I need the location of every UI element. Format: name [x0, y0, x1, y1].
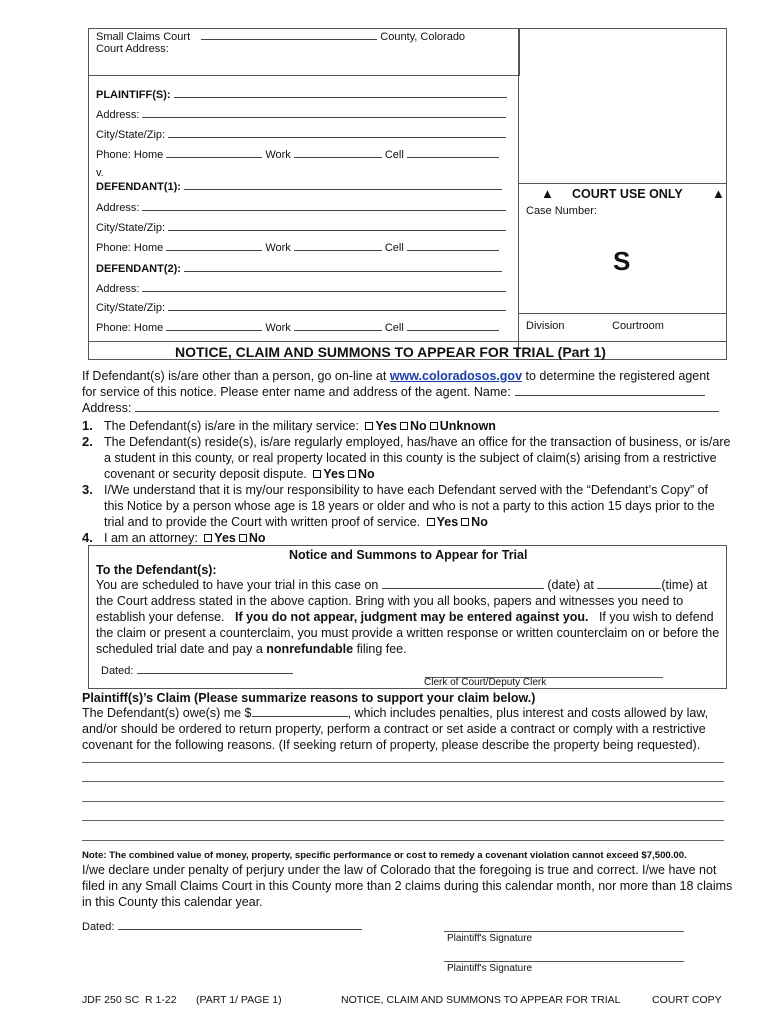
summons-line-4: the claim or present a counterclaim, you must provide a written response or written counterclaim on or before the	[96, 626, 720, 640]
case-number-rule	[518, 313, 726, 314]
item-number: 3.	[82, 482, 93, 497]
plaintiff-home-phone-field[interactable]	[166, 148, 262, 158]
court-label: Small Claims Court County, Colorado	[96, 31, 466, 43]
checkbox-icon[interactable]	[400, 422, 408, 430]
claim-reason-line[interactable]	[82, 762, 724, 763]
defendant2-address-field[interactable]	[142, 282, 506, 292]
defendant2-city-label: City/State/Zip:	[96, 301, 506, 314]
claim-line-1: The Defendant(s) owe(s) me $ , which includes penalties, plus interest and costs allowed by law,	[82, 706, 709, 720]
checkbox-icon[interactable]	[239, 534, 247, 542]
agent-name-field[interactable]	[515, 386, 705, 396]
trial-time-field[interactable]	[597, 579, 661, 589]
checkbox-icon[interactable]	[430, 422, 438, 430]
plaintiff-signature-line[interactable]	[444, 961, 684, 962]
item-number: 4.	[82, 530, 93, 545]
checkbox-icon[interactable]	[427, 518, 435, 526]
county-field[interactable]	[201, 30, 377, 40]
claim-reason-line[interactable]	[82, 781, 724, 782]
agent-line-2: for service of this notice. Please enter name and address of the agent. Name:	[82, 384, 705, 400]
declaration-line-1: I/we declare under penalty of perjury under the law of Colorado that the foregoing is true and correct. I/we have not	[82, 863, 717, 877]
defendant1-work-phone-field[interactable]	[294, 241, 382, 251]
agent-address-field[interactable]	[135, 402, 719, 412]
case-number-letter: S	[613, 246, 631, 276]
versus-label: v.	[96, 167, 104, 179]
page-title: NOTICE, CLAIM AND SUMMONS TO APPEAR FOR TRIAL (Part 1)	[175, 344, 606, 360]
defendant1-phone-row: Phone: Home Work Cell	[96, 241, 499, 254]
summons-line-3: establish your defense. If you do not appear, judgment may be entered against you. If you wish to defend	[96, 610, 714, 624]
plaintiff-name-field[interactable]	[174, 88, 507, 98]
defendant1-city-field[interactable]	[168, 221, 506, 231]
item-3: I/We understand that it is my/our responsibility to have each Defendant served with the “Defendant’s Copy” of this Notice by a person whose age is 18 years or older and who is not a party to this action 15 days prior to the trial and to provide the Court with written proof of service. Yes No	[104, 483, 715, 529]
footer-copy: COURT COPY	[652, 994, 722, 1006]
claim-reason-line[interactable]	[82, 840, 724, 841]
footer-title: NOTICE, CLAIM AND SUMMONS TO APPEAR FOR TRIAL	[341, 994, 621, 1006]
defendant2-name-field[interactable]	[184, 262, 502, 272]
claim-line-3: covenant for the following reasons. (If seeking return of property, please describe the property being requested).	[82, 738, 701, 752]
case-number-label: Case Number:	[526, 205, 597, 217]
to-defendants-label: To the Defendant(s):	[96, 563, 217, 577]
defendant2-cell-phone-field[interactable]	[407, 321, 499, 331]
item-2: The Defendant(s) reside(s), is/are regularly employed, has/have an office for the transaction of business, or is/are a student in this county, or real property located in this county is the subject of claim(s) arising from a restrictive covenant or security deposit dispute. Yes No	[104, 435, 731, 481]
plaintiff-city-field[interactable]	[168, 128, 506, 138]
agent-line-1: If Defendant(s) is/are other than a person, go on-line at www.coloradosos.gov to determine the registered agent	[82, 369, 710, 383]
value-note: Note: The combined value of money, property, specific performance or cost to remedy a covenant violation cannot exceed $7,500.00.	[82, 850, 687, 861]
footer-part: (PART 1/ PAGE 1)	[196, 994, 282, 1006]
declaration-line-3: in this County this calendar year.	[82, 895, 263, 909]
claim-heading: Plaintiff(s)’s Claim (Please summarize reasons to support your claim below.)	[82, 691, 536, 705]
signature-date-field[interactable]	[118, 920, 362, 930]
plaintiff-phone-row: Phone: Home Work Cell	[96, 148, 499, 161]
checkbox-icon[interactable]	[365, 422, 373, 430]
defendant1-city-label: City/State/Zip:	[96, 221, 506, 234]
court-use-only-label: COURT USE ONLY	[572, 187, 683, 201]
court-address-label: Court Address:	[96, 43, 169, 55]
defendant2-label: DEFENDANT(2):	[96, 262, 502, 275]
defendant1-address-label: Address:	[96, 201, 506, 214]
claim-reason-line[interactable]	[82, 801, 724, 802]
item-number: 2.	[82, 434, 93, 449]
declaration-line-2: filed in any Small Claims Court in this County more than 2 claims during this calendar month, nor more than 18 claims	[82, 879, 733, 893]
summons-heading: Notice and Summons to Appear for Trial	[289, 548, 528, 562]
up-arrow-icon: ▲	[541, 186, 554, 201]
defendant2-phone-row: Phone: Home Work Cell	[96, 321, 499, 334]
summons-line-5: scheduled trial date and pay a nonrefundable filing fee.	[96, 642, 407, 656]
plaintiff-cell-phone-field[interactable]	[407, 148, 499, 158]
up-arrow-icon: ▲	[712, 186, 725, 201]
claim-amount-field[interactable]	[252, 707, 348, 717]
footer-form-id: JDF 250 SC R 1-22	[82, 994, 177, 1006]
defendant2-work-phone-field[interactable]	[294, 321, 382, 331]
courtroom-label: Courtroom	[612, 320, 664, 332]
plaintiff-signature-label: Plaintiff's Signature	[447, 963, 533, 974]
coloradosos-link[interactable]: www.coloradosos.gov	[389, 369, 523, 383]
plaintiff-work-phone-field[interactable]	[294, 148, 382, 158]
item-4: I am an attorney: Yes No	[104, 531, 266, 545]
defendant1-name-field[interactable]	[184, 180, 502, 190]
plaintiff-address-label: Address:	[96, 108, 506, 121]
summons-line-2: the Court address stated in the above caption. Bring with you all books, papers and witnesses you need to	[96, 594, 684, 608]
plaintiff-signature-label: Plaintiff's Signature	[447, 933, 533, 944]
defendant1-home-phone-field[interactable]	[166, 241, 262, 251]
clerk-label: Clerk of Court/Deputy Clerk	[424, 677, 547, 688]
defendant2-home-phone-field[interactable]	[166, 321, 262, 331]
plaintiff-city-label: City/State/Zip:	[96, 128, 506, 141]
summons-dated-label: Dated:	[101, 664, 293, 677]
item-1: The Defendant(s) is/are in the military service: Yes No Unknown	[104, 419, 496, 433]
defendant1-label: DEFENDANT(1):	[96, 180, 502, 193]
defendant2-address-label: Address:	[96, 282, 506, 295]
agent-line-3: Address:	[82, 400, 719, 416]
defendant2-city-field[interactable]	[168, 301, 506, 311]
signature-dated-label: Dated:	[82, 920, 362, 933]
court-use-rule	[518, 183, 726, 184]
summons-date-field[interactable]	[137, 664, 293, 674]
checkbox-icon[interactable]	[204, 534, 212, 542]
plaintiff-label: PLAINTIFF(S):	[96, 88, 507, 101]
summons-line-1: You are scheduled to have your trial in this case on (date) at (time) at	[96, 578, 708, 592]
checkbox-icon[interactable]	[348, 470, 356, 478]
title-rule	[88, 341, 726, 342]
caption-divider	[518, 28, 519, 358]
item-number: 1.	[82, 418, 93, 433]
claim-reason-line[interactable]	[82, 820, 724, 821]
plaintiff-address-field[interactable]	[142, 108, 506, 118]
checkbox-icon[interactable]	[461, 518, 469, 526]
plaintiff-signature-line[interactable]	[444, 931, 684, 932]
trial-date-field[interactable]	[382, 579, 544, 589]
defendant1-address-field[interactable]	[142, 201, 506, 211]
division-label: Division	[526, 320, 565, 332]
checkbox-icon[interactable]	[313, 470, 321, 478]
defendant1-cell-phone-field[interactable]	[407, 241, 499, 251]
claim-line-2: and/or should be ordered to return property, perform a contract or set aside a contract or comply with a restrictive	[82, 722, 706, 736]
